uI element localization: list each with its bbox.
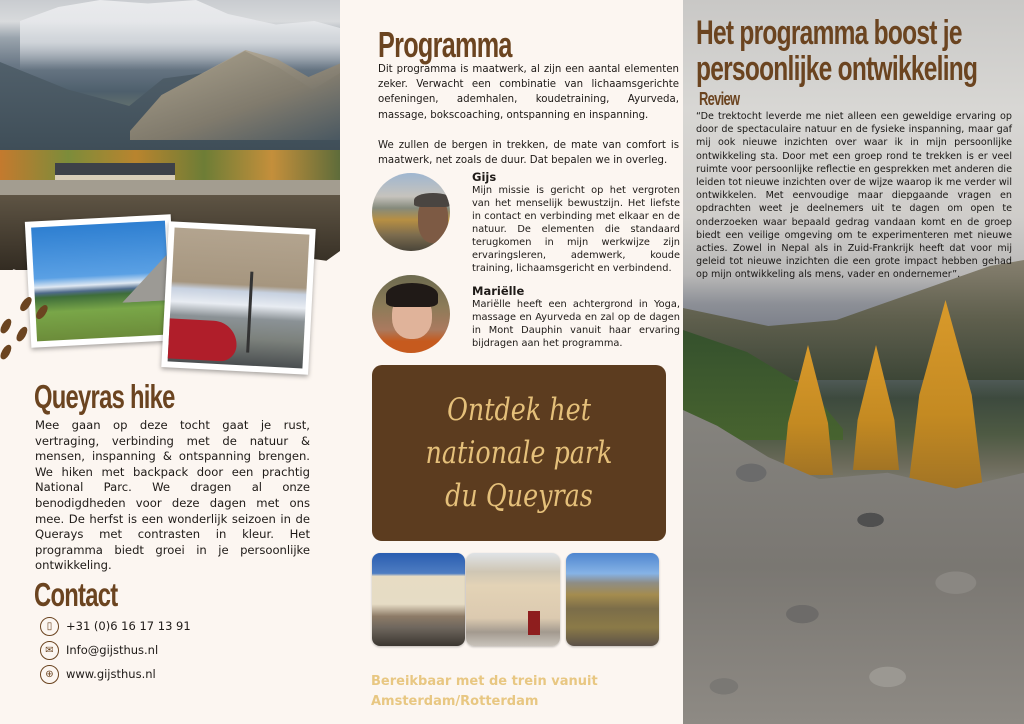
cta-text: Ontdek het nationale park du Queyras: [425, 391, 613, 514]
photo-tent: [161, 221, 315, 374]
queyras-title: Queyras hike: [34, 378, 175, 415]
avatar-gijs: [372, 173, 450, 251]
cta-box: [372, 365, 666, 541]
thumbnail-row: [372, 553, 660, 648]
contact-phone[interactable]: [40, 614, 191, 638]
hero-snow-peaks: [20, 0, 340, 70]
footprint: [0, 317, 13, 335]
contact-title: Contact: [34, 576, 118, 613]
person-name: Gijs: [472, 170, 497, 184]
avatar-hair: [386, 283, 438, 307]
globe-icon: ⊕: [40, 665, 59, 684]
footprint: [15, 325, 30, 343]
footprint: [18, 295, 34, 313]
mail-icon: ✉: [40, 641, 59, 660]
person-bio: Mijn missie is gericht op het vergroten van het menselijk bewustzijn. Het liefste in contact en verbinding met elkaar en de natuur. De elementen die standaard terugkomen in mijn werkwijze zijn ervaringsleren, ademwerk, koude training, lichaamsgericht en verbindend.: [472, 185, 680, 274]
left-panel: [0, 0, 340, 724]
programma-paragraph: We zullen de bergen in trekken, de mate van comfort is maatwerk, net zoals de duur. Dat bepalen we in overleg.: [378, 139, 679, 167]
programma-title: Programma: [378, 24, 512, 65]
photo-tent-image: [168, 228, 310, 369]
contact-website-text[interactable]: www.gijsthus.nl: [66, 667, 156, 681]
contact-email[interactable]: [40, 638, 191, 662]
phone-icon: ▯: [40, 617, 59, 636]
person-bio: Mariëlle heeft een achtergrond in Yoga, massage en Ayurveda en zal op de dagen in Mont Dauphin vanuit haar ervaring bijdragen aan het programma.: [472, 299, 680, 349]
avatar-hat: [414, 193, 450, 207]
person-name: Mariëlle: [472, 284, 525, 298]
contact-website[interactable]: [40, 662, 191, 686]
footprint: [0, 343, 13, 361]
train-text-line: Bereikbaar met de trein vanuit: [371, 674, 598, 689]
right-title-line: Het programma boost je: [696, 14, 962, 52]
train-text-line: Amsterdam/Rotterdam: [371, 694, 539, 709]
thumbnail-train-station: [372, 553, 465, 646]
train-reachability-text: [371, 672, 598, 712]
right-panel: [683, 0, 1024, 724]
programma-text: [378, 62, 679, 168]
avatar-marielle: [372, 275, 450, 353]
photo-hikers: [25, 214, 177, 347]
programma-paragraph: Dit programma is maatwerk, al zijn een aantal elementen zeker. Verwacht een combinatie van lichaamsgerichte oefeningen, ademhalen, koudetraining, Ayurveda, massage, bokscoaching, ontspanning en inspanning.: [378, 64, 679, 121]
red-door: [528, 611, 540, 635]
photo-hikers-image: [31, 221, 171, 342]
review-text: “De trektocht leverde me niet alleen een geweldige ervaring op door de spectaculaire natuur en de fysieke inspanning, maar gaf mij ook nieuwe inzichten over waar ik in mijn persoonlijke ontwikkeling sta. Door met een groep rond te trekken is er veel ruimte voor persoonlijke reflectie en gesprekken met anderen die leiden tot nieuwe inzichten over de wijze waarop ik me verder wil ontwikkelen. Met eenvoudige maar diepgaande vragen en opdrachten weet je deelnemers uit te dagen om open te onderzoeken waar bepaald gedrag vandaan komt en de groep biedt een veilige omgeving om te experimenteren met nieuwe acties. Zowel in Nepal als in Zuid-Frankrijk heeft dat voor mij geleid tot nieuwe inzichten die een grote impact hebben gehad op mijn ontwikkeling als mens, vader en ondernemer”.: [696, 111, 1012, 281]
contact-list: [40, 614, 191, 686]
contact-email-text[interactable]: Info@gijsthus.nl: [66, 643, 159, 657]
right-title: [696, 15, 977, 87]
queyras-description: Mee gaan op deze tocht gaat je rust, vertraging, verbinding met de natuur & mensen, inspanning & ontspanning brengen. We hiken met backpack door een prachtig National Parc. We dragen al onze benodigdheden voor deze dagen met ons mee. De herfst is een wonderlijk seizoen in de Querays met contrasten in kleur. Het programma biedt groei in je persoonlijke ontwikkeling.: [35, 418, 310, 573]
sleeping-bag: [168, 319, 238, 363]
middle-panel: [340, 0, 683, 724]
tent-pole: [246, 272, 253, 352]
thumbnail-guesthouse: [466, 553, 560, 646]
review-label: Review: [699, 89, 740, 109]
contact-phone-text[interactable]: +31 (0)6 16 17 13 91: [66, 619, 191, 633]
right-title-line: persoonlijke ontwikkeling: [696, 50, 978, 88]
thumbnail-alpine-trail: [566, 553, 659, 646]
footprints-icon: [0, 296, 46, 366]
